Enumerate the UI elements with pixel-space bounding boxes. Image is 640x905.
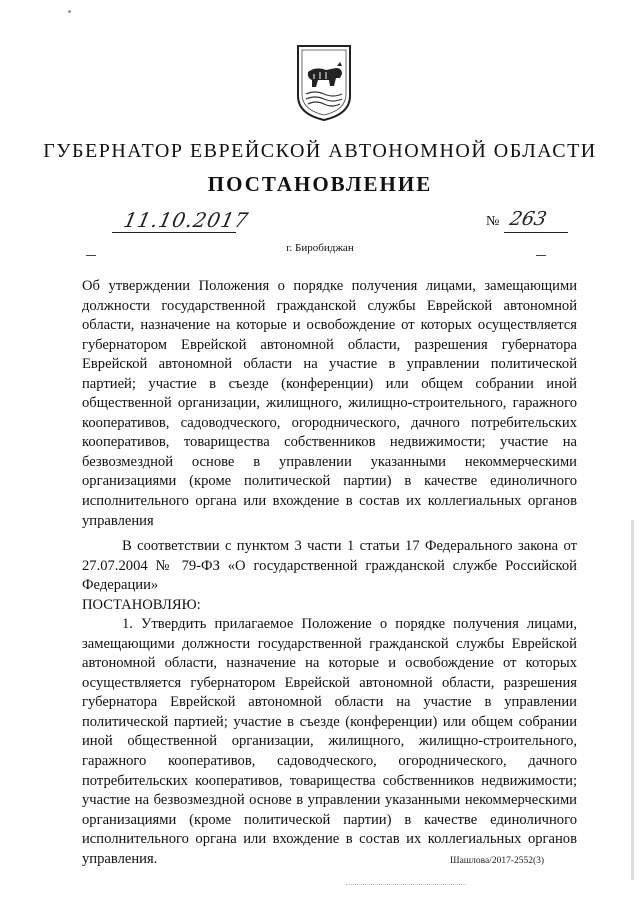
subject-title: Об утверждении Положения о порядке получения лицами, замещающими должности государственной гражданской службы Еврейской автономной области, назначение на которые и освобождение от которых осуществляется губернатором Еврейской автономной области, разрешения губернатора Еврейской автономной области на участие в управлении политической партией; участие в съезде (конференции) или общем собрании иной общественной организации, жилищного, жилищно-строительного, гаражного кооперативов, садоводческого, огороднического, дачного потребительских кооперативов, товарищества собственников недвижимости; участие на безвозмездной основе в управлении указанными некоммерческими организациями (кроме политической партии) в качестве единоличного исполнительного органа или вхождение в состав их коллегиальных органов управления xyxy=(82,278,577,529)
decree-word: ПОСТАНОВЛЯЮ: xyxy=(82,596,201,613)
scan-artifact-bottom xyxy=(346,884,466,887)
scan-edge-artifact xyxy=(631,520,634,880)
coat-of-arms-icon xyxy=(296,44,352,122)
number-sign: № xyxy=(486,214,500,229)
document-kind: ПОСТАНОВЛЕНИЕ xyxy=(207,172,433,196)
city-line: г. Биробиджан xyxy=(286,242,354,254)
decree-item-1: 1. Утвердить прилагаемое Положение о порядке получения лицами, замещающими должности государственной гражданской службы Еврейской автономной области, назначение на которые и освобождение от которых осуществляется губернатором Еврейской автономной области, разрешения губернатора Еврейской автономной области на участие в управлении политической партией; участие в съезде (конференции) или общем собрании иной общественной организации, жилищного, жилищно-строительного, гаражного кооперативов, садоводческого, огороднического, дачного потребительских кооперативов, товарищества собственников недвижимости; участие на безвозмездной основе в управлении указанными некоммерческими организациями (кроме политической партии) в качестве единоличного исполнительного органа или вхождение в состав их коллегиальных органов управления. xyxy=(82,616,577,867)
title-bracket-left xyxy=(86,255,96,264)
number-field xyxy=(504,210,568,233)
handwritten-date: 11.10.2017 xyxy=(121,208,252,232)
preamble-paragraph: В соответствии с пунктом 3 части 1 статьи 17 Федерального закона от 27.07.2004 № 79-ФЗ «О государственной гражданской службе Российской Федерации» xyxy=(82,538,577,594)
title-bracket-right xyxy=(536,255,546,264)
scan-artifact xyxy=(68,10,71,13)
handwritten-number: 263 xyxy=(507,208,549,230)
document-body xyxy=(82,537,577,869)
org-title: ГУБЕРНАТОР ЕВРЕЙСКОЙ АВТОНОМНОЙ ОБЛАСТИ xyxy=(43,140,597,162)
executor-code: Шашлова/2017-2552(3) xyxy=(450,856,545,866)
date-field xyxy=(112,208,252,233)
